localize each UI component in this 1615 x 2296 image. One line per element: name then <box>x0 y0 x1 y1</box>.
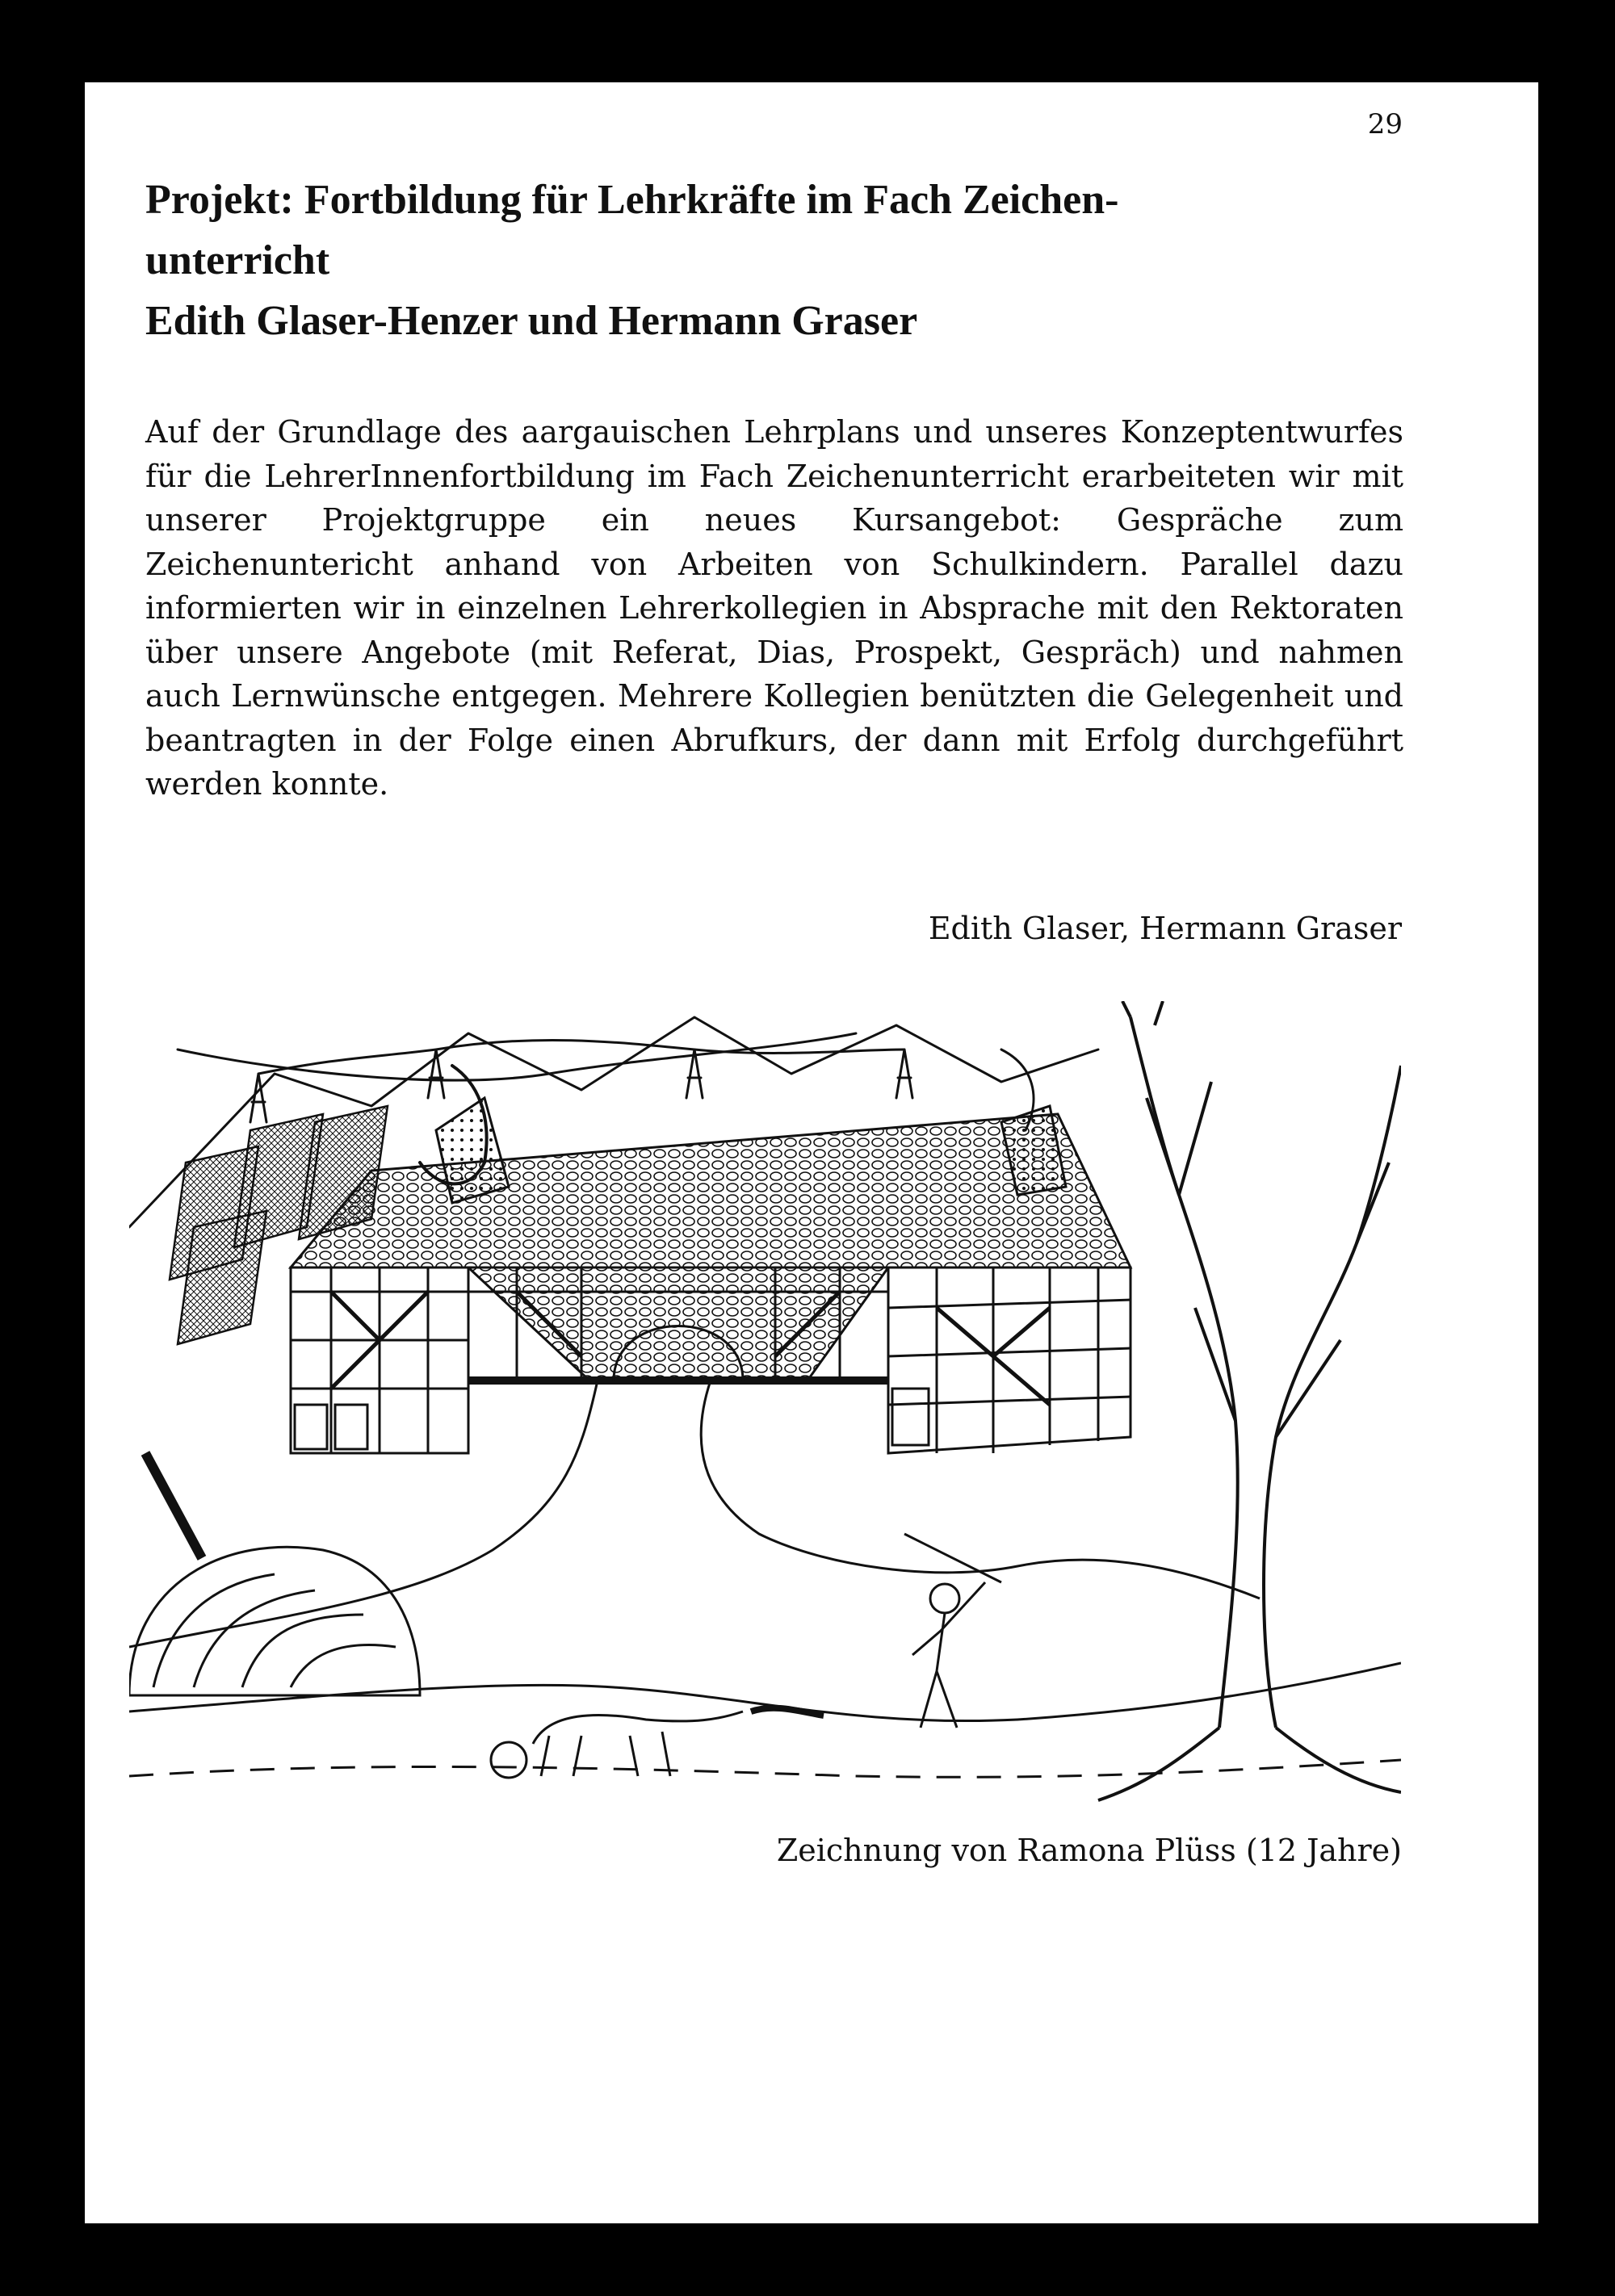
title-line-3: Edith Glaser-Henzer und Hermann Graser <box>145 298 918 344</box>
title-line-1: Projekt: Fortbildung für Lehrkräfte im Fach Zeichen- <box>145 177 1119 223</box>
body-paragraph: Auf der Grundlage des aargauischen Lehrplans und unseres Konzeptentwurfes für die LehrerInnenfortbildung im Fach Zeichenunterricht erarbeiteten wir mit unserer Projektgruppe ein neues Kursangebot: Gespräche zum Zeichenuntericht anhand von Arbeiten von Schulkindern. Parallel dazu informierten wir in einzelnen Lehrerkollegien in Absprache mit den Rektoraten über unsere Angebote (mit Referat, Dias, Prospekt, Gespräch) und nahmen auch Lernwünsche entgegen. Mehrere Kollegien benützten die Gelegenheit und beantragten in der Folge einen Abrufkurs, der dann mit Erfolg durchgeführt werden konnte. <box>145 414 1403 802</box>
author-signature: Edith Glaser, Hermann Graser <box>928 911 1402 946</box>
article-title <box>145 170 1405 351</box>
child-drawing-farmhouse <box>129 1001 1401 1839</box>
drawing-caption: Zeichnung von Ramona Plüss (12 Jahre) <box>776 1833 1402 1868</box>
page-number: 29 <box>1367 108 1403 140</box>
title-line-2: unterricht <box>145 237 330 283</box>
